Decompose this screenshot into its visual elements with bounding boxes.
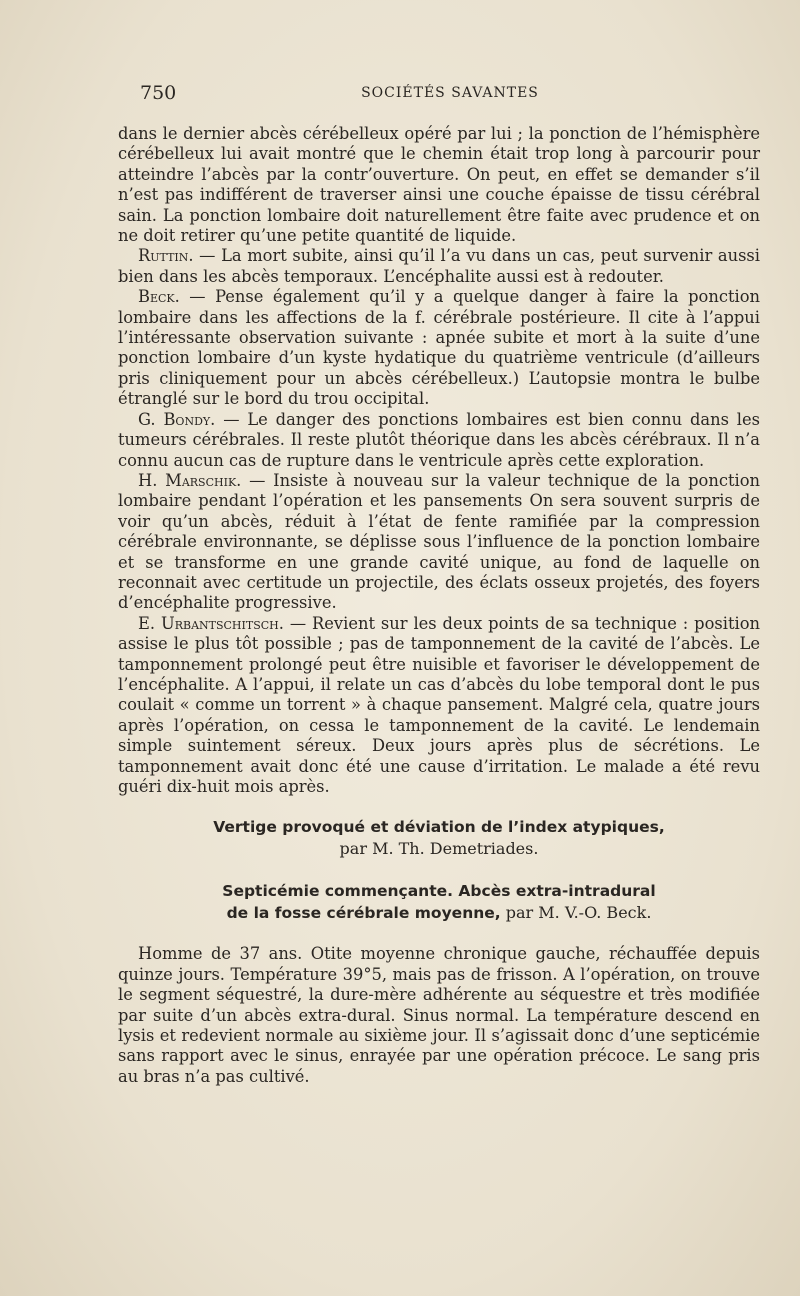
speaker-initial: E. xyxy=(138,613,161,633)
paragraph-beck xyxy=(118,287,760,409)
section-title-line2-wrap xyxy=(118,902,760,924)
speaker-name: Beck. xyxy=(138,287,180,307)
paragraph-text: — Insiste à nouveau sur la valeur technique de la ponction lombaire pendant l’opération et les pansements On sera souvent surpris de voir qu’un abcès, réduit à l’état de fente ramifiée par la compression cérébrale environnante, se déplisse sous l’influence de la ponction lombaire et se transforme en une grande cavité unique, au fond de laquelle on reconnait avec certitude un projectile, des éclats osseux projetés, des foyers d’encéphalite progressive. xyxy=(118,470,760,613)
section-author: par M. V.-O. Beck. xyxy=(500,903,652,923)
speaker-name: Bondy. xyxy=(163,409,216,429)
page-number: 750 xyxy=(140,82,177,104)
paragraph-case-report: Homme de 37 ans. Otite moyenne chronique gauche, réchauffée depuis quinze jours. Température 39°5, mais pas de frisson. A l’opération, on trouve le segment séquestré, la dure-mère adhérente au séquestre et très modifiée par suite d’un abcès extra-dural. Sinus normal. La température descend en lysis et redevient normale au sixième jour. Il s’agissait donc d’une septicémie sans rapport avec le sinus, enrayée par une opération précoce. Le sang pris au bras n’a pas cultivé. xyxy=(118,944,760,1086)
paragraph-text: — Pense également qu’il y a quelque danger à faire la ponction lombaire dans les affections de la f. cérébrale postérieure. Il cite à l’appui l’intéressante observation suivante : apnée subite et mort à la suite d’une ponction lombaire d’un kyste hydatique du quatrième ventricule (d’ailleurs pris cliniquement pour un abcès cérébelleux.) L’autopsie montra le bulbe étranglé sur le bord du trou occipital. xyxy=(118,287,760,409)
page-header xyxy=(140,82,760,108)
paragraph-marschik xyxy=(118,471,760,614)
section-heading-septicemie xyxy=(118,881,760,924)
speaker-initial: G. xyxy=(138,409,164,429)
page-body xyxy=(118,124,760,1087)
paragraph-bondy xyxy=(118,410,760,471)
paragraph-ruttin xyxy=(118,246,760,287)
speaker-name: Marschik. xyxy=(165,470,242,490)
speaker-name: Ruttin. xyxy=(138,246,194,266)
section-title: Vertige provoqué et déviation de l’index atypiques, xyxy=(213,818,665,837)
paragraph-text: — Le danger des ponctions lombaires est bien connu dans les tumeurs cérébrales. Il reste plutôt théorique dans les abcès cérébraux. Il n’a connu aucun cas de rupture dans le ventricule après cette exploration. xyxy=(118,409,760,470)
section-author: par M. Th. Demetriades. xyxy=(339,839,539,859)
section-title-line2: de la fosse cérébrale moyenne, xyxy=(226,904,501,923)
paragraph-continuation: dans le dernier abcès cérébelleux opéré par lui ; la ponction de l’hémisphère cérébelleux lui avait montré que le chemin était trop long à parcourir pour atteindre l’abcès par la contr’ouverture. On peut, en effet se demander s’il n’est pas indifférent de traverser ainsi une couche épaisse de tissu cérébral sain. La ponction lombaire doit naturellement être faite avec prudence et on ne doit retirer qu’une petite quantité de liquide. xyxy=(118,124,760,246)
paragraph-text: — La mort subite, ainsi qu’il l’a vu dans un cas, peut survenir aussi bien dans les abcès temporaux. L’encéphalite aussi est à redouter. xyxy=(118,246,760,286)
speaker-initial: H. xyxy=(138,470,166,490)
speaker-name: Urbantschitsch. xyxy=(160,613,284,633)
paragraph-urbantschitsch xyxy=(118,614,760,798)
paragraph-text: — Revient sur les deux points de sa technique : position assise le plus tôt possible ; pas de tamponnement de la cavité de l’abcès. Le tamponnement prolongé peut être nuisible et favoriser le développement de l’encéphalite. A l’appui, il relate un cas d’abcès du lobe temporal dont le pus coulait « comme un torrent » à chaque pansement. Malgré cela, quatre jours après l’opération, on cessa le tamponnement de la cavité. Le lendemain simple suintement séreux. Deux jours après plus de sécrétions. Le tamponnement avait donc été une cause d’irritation. Le malade a été revu guéri dix-huit mois après. xyxy=(118,613,760,796)
section-title-line1: Septicémie commençante. Abcès extra-intradural xyxy=(222,882,656,901)
section-heading-vertige xyxy=(118,817,760,859)
running-head: SOCIÉTÉS SAVANTES xyxy=(361,85,539,101)
